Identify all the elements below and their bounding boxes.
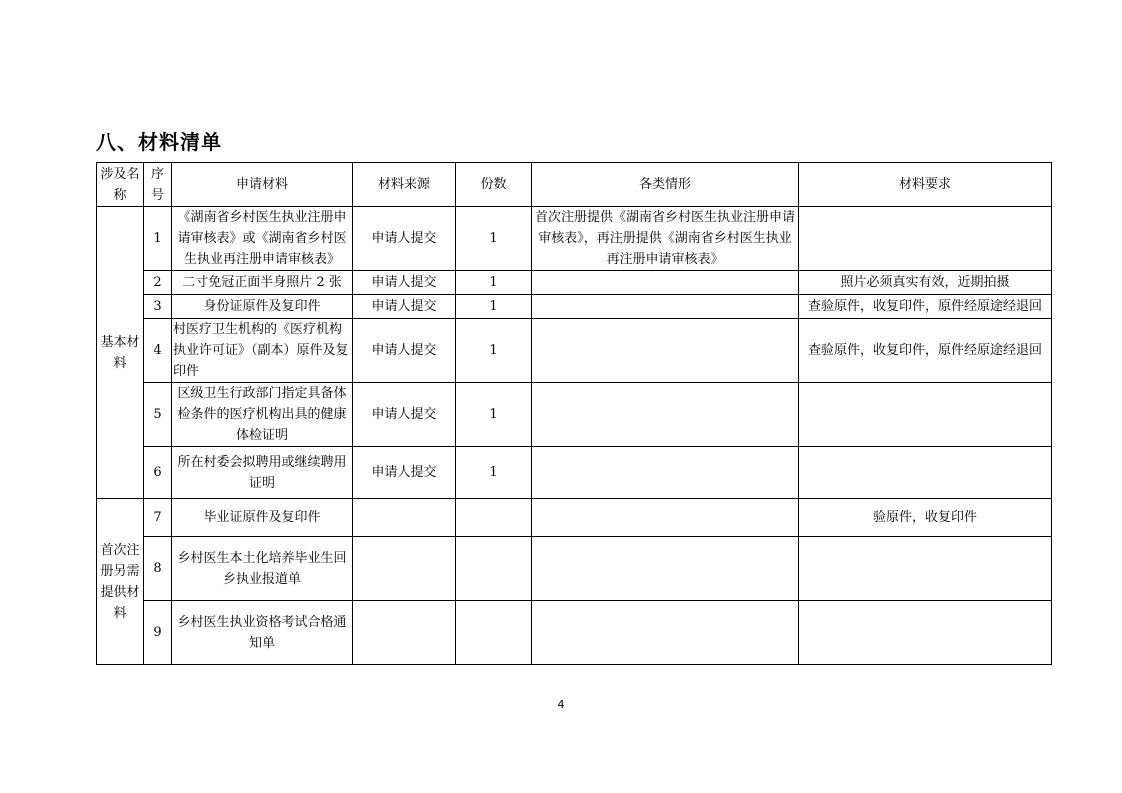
row-material: 乡村医生执业资格考试合格通知单 xyxy=(172,601,353,665)
row-situation xyxy=(532,295,799,319)
row-copies: 1 xyxy=(456,383,532,447)
table-header-row xyxy=(97,163,1052,207)
section-heading: 八、材料清单 xyxy=(96,130,222,154)
row-requirement xyxy=(799,207,1052,271)
group-first-registration-materials: 首次注册另需提供材料 xyxy=(97,499,144,665)
row-source: 申请人提交 xyxy=(353,207,456,271)
row-seq: 5 xyxy=(144,383,172,447)
row-copies: 1 xyxy=(456,447,532,499)
row-seq: 8 xyxy=(144,537,172,601)
table-row xyxy=(97,499,1052,537)
row-material: 二寸免冠正面半身照片 2 张 xyxy=(172,271,353,295)
row-copies: 1 xyxy=(456,207,532,271)
row-source: 申请人提交 xyxy=(353,319,456,383)
row-requirement xyxy=(799,447,1052,499)
row-situation xyxy=(532,601,799,665)
row-material: 身份证原件及复印件 xyxy=(172,295,353,319)
row-source xyxy=(353,537,456,601)
row-source: 申请人提交 xyxy=(353,271,456,295)
row-situation: 首次注册提供《湖南省乡村医生执业注册申请审核表》，再注册提供《湖南省乡村医生执业再注册申请审核表》 xyxy=(532,207,799,271)
table-row xyxy=(97,383,1052,447)
row-material: 乡村医生本土化培养毕业生回乡执业报道单 xyxy=(172,537,353,601)
row-material: 区级卫生行政部门指定具备体检条件的医疗机构出具的健康体检证明 xyxy=(172,383,353,447)
row-requirement xyxy=(799,601,1052,665)
row-requirement: 查验原件，收复印件，原件经原途经退回 xyxy=(799,295,1052,319)
table-row xyxy=(97,271,1052,295)
row-seq: 7 xyxy=(144,499,172,537)
table-row xyxy=(97,447,1052,499)
row-copies xyxy=(456,601,532,665)
row-source xyxy=(353,601,456,665)
row-source xyxy=(353,499,456,537)
table-row xyxy=(97,207,1052,271)
row-copies: 1 xyxy=(456,271,532,295)
row-requirement xyxy=(799,383,1052,447)
row-requirement: 查验原件，收复印件，原件经原途经退回 xyxy=(799,319,1052,383)
row-seq: 1 xyxy=(144,207,172,271)
header-copies: 份数 xyxy=(456,163,532,207)
row-material: 村医疗卫生机构的《医疗机构执业许可证》（副本）原件及复印件 xyxy=(172,319,353,383)
row-copies: 1 xyxy=(456,319,532,383)
row-situation xyxy=(532,319,799,383)
group-basic-materials: 基本材料 xyxy=(97,207,144,499)
table-row xyxy=(97,295,1052,319)
header-source: 材料来源 xyxy=(353,163,456,207)
row-copies: 1 xyxy=(456,295,532,319)
row-requirement: 验原件，收复印件 xyxy=(799,499,1052,537)
row-source: 申请人提交 xyxy=(353,447,456,499)
row-situation xyxy=(532,271,799,295)
page-number: 4 xyxy=(557,698,565,711)
row-requirement: 照片必须真实有效，近期拍摄 xyxy=(799,271,1052,295)
row-seq: 3 xyxy=(144,295,172,319)
header-seq: 序号 xyxy=(144,163,172,207)
row-material: 《湖南省乡村医生执业注册申请审核表》或《湖南省乡村医生执业再注册申请审核表》 xyxy=(172,207,353,271)
row-seq: 6 xyxy=(144,447,172,499)
row-situation xyxy=(532,537,799,601)
materials-table xyxy=(96,162,1052,665)
table-row xyxy=(97,319,1052,383)
row-situation xyxy=(532,499,799,537)
row-source: 申请人提交 xyxy=(353,295,456,319)
header-category: 涉及名称 xyxy=(97,163,144,207)
header-material: 申请材料 xyxy=(172,163,353,207)
row-source: 申请人提交 xyxy=(353,383,456,447)
header-requirement: 材料要求 xyxy=(799,163,1052,207)
row-seq: 9 xyxy=(144,601,172,665)
row-situation xyxy=(532,447,799,499)
row-seq: 4 xyxy=(144,319,172,383)
row-seq: 2 xyxy=(144,271,172,295)
row-copies xyxy=(456,537,532,601)
table-row xyxy=(97,601,1052,665)
row-material: 毕业证原件及复印件 xyxy=(172,499,353,537)
row-requirement xyxy=(799,537,1052,601)
table-row xyxy=(97,537,1052,601)
header-situation: 各类情形 xyxy=(532,163,799,207)
row-situation xyxy=(532,383,799,447)
row-material: 所在村委会拟聘用或继续聘用证明 xyxy=(172,447,353,499)
row-copies xyxy=(456,499,532,537)
